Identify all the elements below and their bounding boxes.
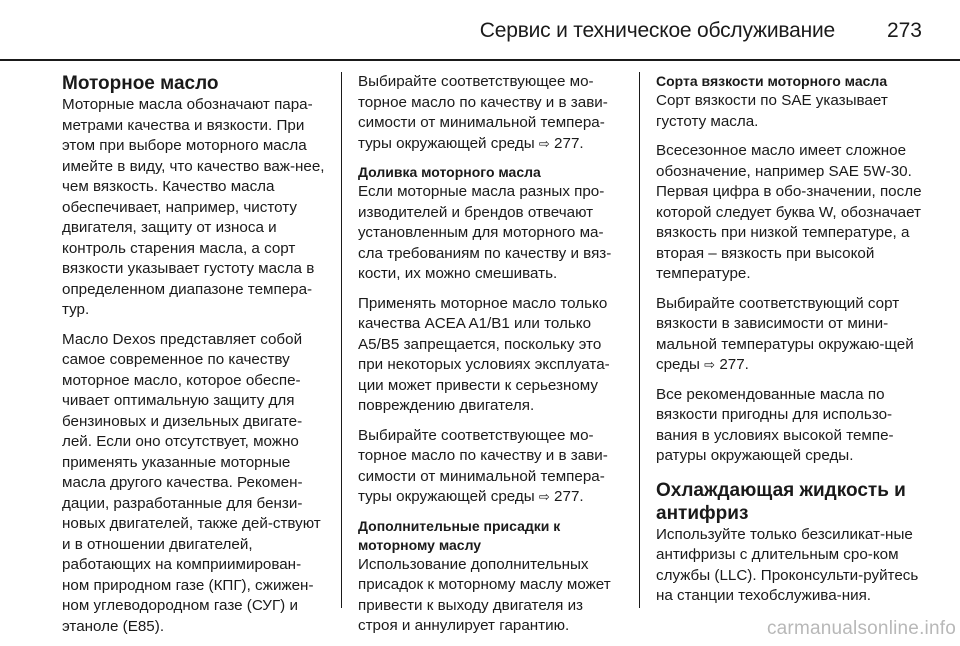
paragraph-text: Всесезонное масло имеет сложное обозначение, например SAE 5W-30. Первая цифра в обо-значении, после которой следует буква W, обозначает вязкость при низкой температуре, а вторая – вязкость при высокой температуре. [656,142,922,282]
paragraph-text: Применять моторное масло только качества ACEA A1/B1 или только A5/B5 запрещается, поскольку это при некоторых условиях эксплуата-ции может привести к серьезному повреждению двигателя. [358,294,610,414]
header-divider [0,59,960,61]
column-divider-1 [341,72,342,608]
body-paragraph [62,330,328,638]
body-paragraph [358,72,624,154]
page-number: 273 [886,19,922,42]
subsection-heading: Доливка моторного масла [358,164,541,180]
arrow-reference-icon: ⇨ [538,135,550,151]
paragraph-text: Масло Dexos представляет собой самое современное по качеству моторное масло, которое обеспе-чивает оптимальную защиту для бензиновых и дизельных двигате-лей. Если оно отсутствует, можно применять указанные моторные масла другого качества. Рекомен-дации, разработанные для бензи-новых двигателей, также дей-ствуют и в отношении двигателей, работающих на комприимирован-ном природном газе (КПГ), сжижен-ном углеводородном газе (СУГ) и этаноле (E85). [62,330,321,635]
paragraph-text: Все рекомендованные масла по вязкости пригодны для использо-вания в условиях высокой темпе-ратуры окружающей среды. [656,385,894,464]
paragraph-text: Если моторные масла разных про-изводителей и брендов отвечают установленным для моторного ма-сла требованиям по качеству и вяз-кости, их можно смешивать. [358,183,612,282]
body-paragraph [358,182,624,285]
section-heading: Охлаждающая жидкость и антифриз [656,479,906,524]
body-paragraph [358,426,624,508]
paragraph-text: Моторные масла обозначают пара-метрами качества и вязкости. При этом при выборе моторного масла имейте в виду, что качество важ-нее, чем вязкость. Качество масла обеспечивает, например, чистоту двигателя, защиту от износа и контроль старения масла, а сорт вязкости указывает густоту масла в определенном диапазоне темпера-тур. [62,96,325,318]
watermark: carmanualsonline.info [766,618,956,639]
body-paragraph [656,525,922,607]
paragraph-text: Используйте только безсиликат-ные антифризы с длительным сро-ком службы (LLC). Проконсульти-руйтесь на станции техобслужива-ния. [656,525,919,604]
paragraph-text: Сорт вязкости по SAE указывает густоту масла. [656,92,888,130]
column-middle [358,72,624,646]
body-paragraph [656,294,922,376]
arrow-reference-icon: ⇨ [538,489,550,504]
page-reference-link[interactable]: 277. [719,356,749,373]
page-header [0,0,960,60]
body-paragraph [656,385,922,467]
page-reference-link[interactable]: 277. [554,488,584,505]
body-paragraph [62,95,328,321]
body-paragraph [656,141,922,285]
paragraph-text: Выбирайте соответствующий сорт вязкости в зависимости от мини-мальной температуры окружаю-щей среды [656,294,914,373]
body-paragraph [656,91,922,132]
page-title: Сервис и техническое обслуживание [479,19,835,42]
body-paragraph [358,294,624,417]
column-divider-2 [639,72,640,608]
subsection-heading: Сорта вязкости моторного масла [656,73,888,89]
subsection-heading: Дополнительные присадки к моторному маслу [358,517,561,553]
body-paragraph [358,555,624,637]
arrow-reference-icon: ⇨ [704,357,716,372]
page-reference-link[interactable]: 277. [554,134,584,152]
column-right [656,72,922,616]
paragraph-text: Использование дополнительных присадок к моторному маслу может привести к выходу двигателя из строя и аннулирует гарантию. [358,555,611,634]
paragraph-text: Выбирайте соответствующее мо-торное масло по качеству и в зави-симости от минимальной темпера-туры окружающей среды [358,73,608,152]
section-heading: Моторное масло [62,73,219,94]
column-left [62,72,328,646]
paragraph-text: Выбирайте соответствующее мо-торное масло по качеству и в зави-симости от минимальной темпера-туры окружающей среды [358,426,608,505]
